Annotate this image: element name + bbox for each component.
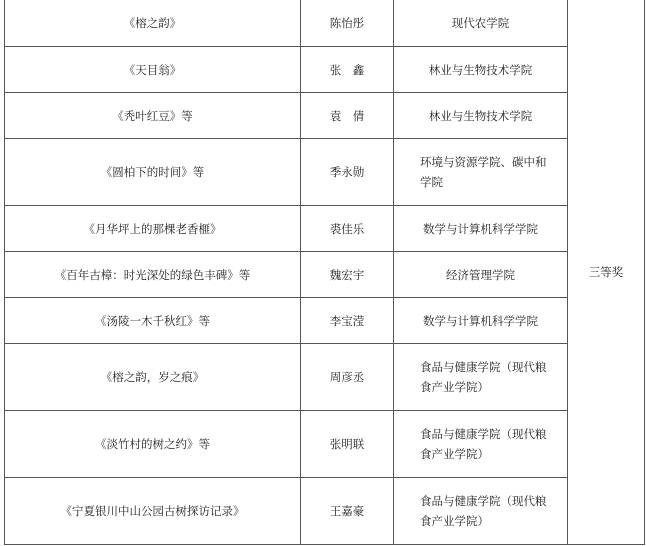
college-name: 环境与资源学院、碳中和学院 (394, 139, 568, 206)
table-row (5, 139, 645, 206)
work-title: 《宁夏银川中山公园古树探访记录》 (5, 478, 301, 545)
table-row (5, 206, 645, 252)
table-row (5, 478, 645, 545)
author-name: 李宝滢 (301, 298, 394, 344)
college-name: 食品与健康学院（现代粮食产业学院） (394, 344, 568, 411)
college-name: 数学与计算机科学学院 (394, 206, 568, 252)
table-row (5, 344, 645, 411)
author-name: 张 鑫 (301, 47, 394, 93)
table-row (5, 252, 645, 298)
college-name: 经济管理学院 (394, 252, 568, 298)
college-name: 数学与计算机科学学院 (394, 298, 568, 344)
college-name: 林业与生物技术学院 (394, 93, 568, 139)
author-name: 王嘉豪 (301, 478, 394, 545)
college-name: 林业与生物技术学院 (394, 47, 568, 93)
table-row (5, 411, 645, 478)
work-title: 《淡竹村的树之约》等 (5, 411, 301, 478)
author-name: 季永勋 (301, 139, 394, 206)
work-title: 《月华坪上的那棵老香榧》 (5, 206, 301, 252)
work-title: 《天目翁》 (5, 47, 301, 93)
award-table (4, 0, 645, 545)
college-name: 现代农学院 (394, 0, 568, 47)
author-name: 魏宏宇 (301, 252, 394, 298)
work-title: 《秃叶红豆》等 (5, 93, 301, 139)
table-row (5, 0, 645, 47)
table-row (5, 93, 645, 139)
work-title: 《汤陵一木千秋红》等 (5, 298, 301, 344)
work-title: 《榕之韵，岁之痕》 (5, 344, 301, 411)
author-name: 周彦丞 (301, 344, 394, 411)
work-title: 《圆柏下的时间》等 (5, 139, 301, 206)
college-name: 食品与健康学院（现代粮食产业学院） (394, 478, 568, 545)
author-name: 张明联 (301, 411, 394, 478)
author-name: 裘佳乐 (301, 206, 394, 252)
author-name: 袁 倩 (301, 93, 394, 139)
college-name: 食品与健康学院（现代粮食产业学院） (394, 411, 568, 478)
work-title: 《百年古樟：时光深处的绿色丰碑》等 (5, 252, 301, 298)
award-level: 三等奖 (568, 0, 645, 545)
table-row (5, 47, 645, 93)
work-title: 《榕之韵》 (5, 0, 301, 47)
table-row (5, 298, 645, 344)
author-name: 陈怡彤 (301, 0, 394, 47)
